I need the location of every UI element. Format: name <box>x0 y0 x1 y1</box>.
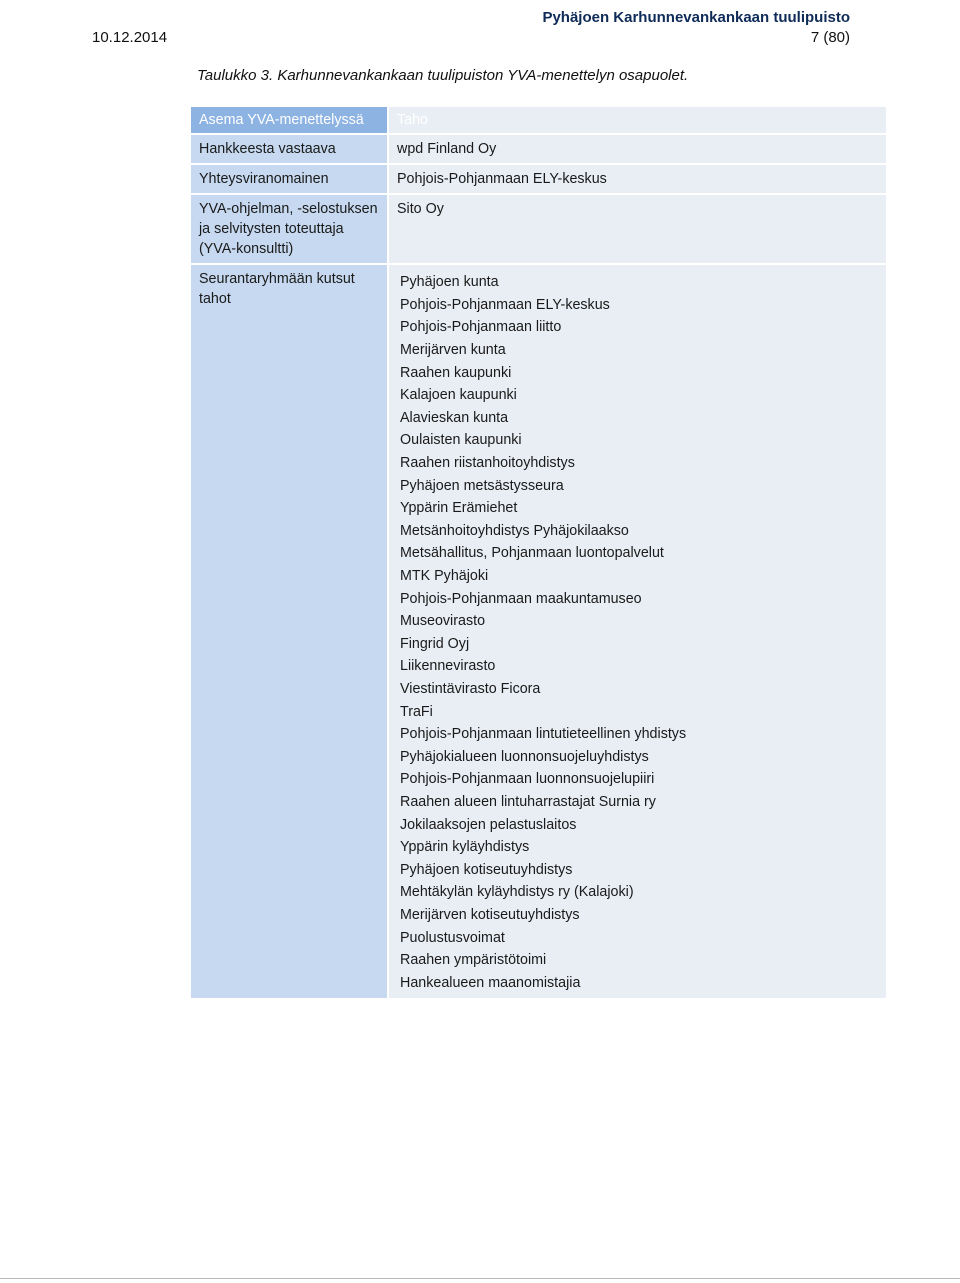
list-item: Pohjois-Pohjanmaan maakuntamuseo <box>400 590 642 607</box>
document-title: Pyhäjoen Karhunnevankankaan tuulipuisto <box>542 9 850 26</box>
role-cell: Hankkeesta vastaava <box>191 135 389 165</box>
footer-divider <box>0 1278 960 1279</box>
list-item: Raahen alueen lintuharrastajat Surnia ry <box>400 793 656 810</box>
list-item: Hankealueen maanomistajia <box>400 974 581 991</box>
page-number: 7 (80) <box>810 29 850 46</box>
list-item: Fingrid Oyj <box>400 635 470 652</box>
table-row-monitoring <box>191 265 886 1000</box>
parties-table <box>191 107 886 1000</box>
list-item: Raahen riistanhoitoyhdistys <box>400 455 575 472</box>
list-item: Pyhäjoen kunta <box>400 274 499 291</box>
party-cell: wpd Finland Oy <box>389 135 886 165</box>
table-caption: Taulukko 3. Karhunnevankankaan tuulipuiston YVA-menettelyn osapuolet. <box>197 67 689 84</box>
role-cell: Yhteysviranomainen <box>191 165 389 195</box>
list-item: Raahen ympäristötoimi <box>400 952 547 969</box>
list-item: Pohjois-Pohjanmaan lintutieteellinen yhdistys <box>400 726 687 743</box>
list-item: Raahen kaupunki <box>400 364 512 381</box>
list-item: Metsänhoitoyhdistys Pyhäjokilaakso <box>400 522 629 539</box>
list-item: Pyhäjokialueen luonnonsuojeluyhdistys <box>400 748 649 765</box>
list-item: Jokilaaksojen pelastuslaitos <box>400 816 577 833</box>
list-item: Pohjois-Pohjanmaan ELY-keskus <box>400 296 610 313</box>
list-item: Puolustusvoimat <box>400 929 505 946</box>
party-cell: Pohjois-Pohjanmaan ELY-keskus <box>389 165 886 195</box>
list-item: Merijärven kunta <box>400 342 506 359</box>
role-cell: YVA-ohjelman, -selostuksen ja selvitysten toteuttaja (YVA-konsultti) <box>191 195 389 265</box>
list-item: Pohjois-Pohjanmaan luonnonsuojelupiiri <box>400 771 655 788</box>
column-header-role: Asema YVA-menettelyssä <box>191 107 389 135</box>
role-cell: Seurantaryhmään kutsut tahot <box>191 265 389 1000</box>
list-item: MTK Pyhäjoki <box>400 568 489 585</box>
list-item: Alavieskan kunta <box>400 409 509 426</box>
list-item: Kalajoen kaupunki <box>400 387 517 404</box>
table-row <box>191 195 886 265</box>
list-item: Metsähallitus, Pohjanmaan luontopalvelut <box>400 545 664 562</box>
list-item: Yppärin kyläyhdistys <box>400 839 530 856</box>
list-item: Pyhäjoen kotiseutuyhdistys <box>400 861 573 878</box>
list-item: Merijärven kotiseutuyhdistys <box>400 906 580 923</box>
list-item: TraFi <box>400 703 433 720</box>
list-item: Oulaisten kaupunki <box>400 432 522 449</box>
party-list-cell <box>389 265 886 1000</box>
table-row <box>191 135 886 165</box>
list-item: Mehtäkylän kyläyhdistys ry (Kalajoki) <box>400 884 634 901</box>
list-item: Liikennevirasto <box>400 658 496 675</box>
table-header-row <box>191 107 886 135</box>
list-item: Viestintävirasto Ficora <box>400 680 541 697</box>
document-date: 10.12.2014 <box>92 29 168 46</box>
party-cell: Sito Oy <box>389 195 886 265</box>
table-row <box>191 165 886 195</box>
list-item: Pyhäjoen metsästysseura <box>400 477 564 494</box>
list-item: Yppärin Erämiehet <box>400 500 518 517</box>
monitoring-party-list <box>397 269 878 994</box>
list-item: Museovirasto <box>400 613 486 630</box>
column-header-party: Taho <box>389 107 886 135</box>
list-item: Pohjois-Pohjanmaan liitto <box>400 319 562 336</box>
